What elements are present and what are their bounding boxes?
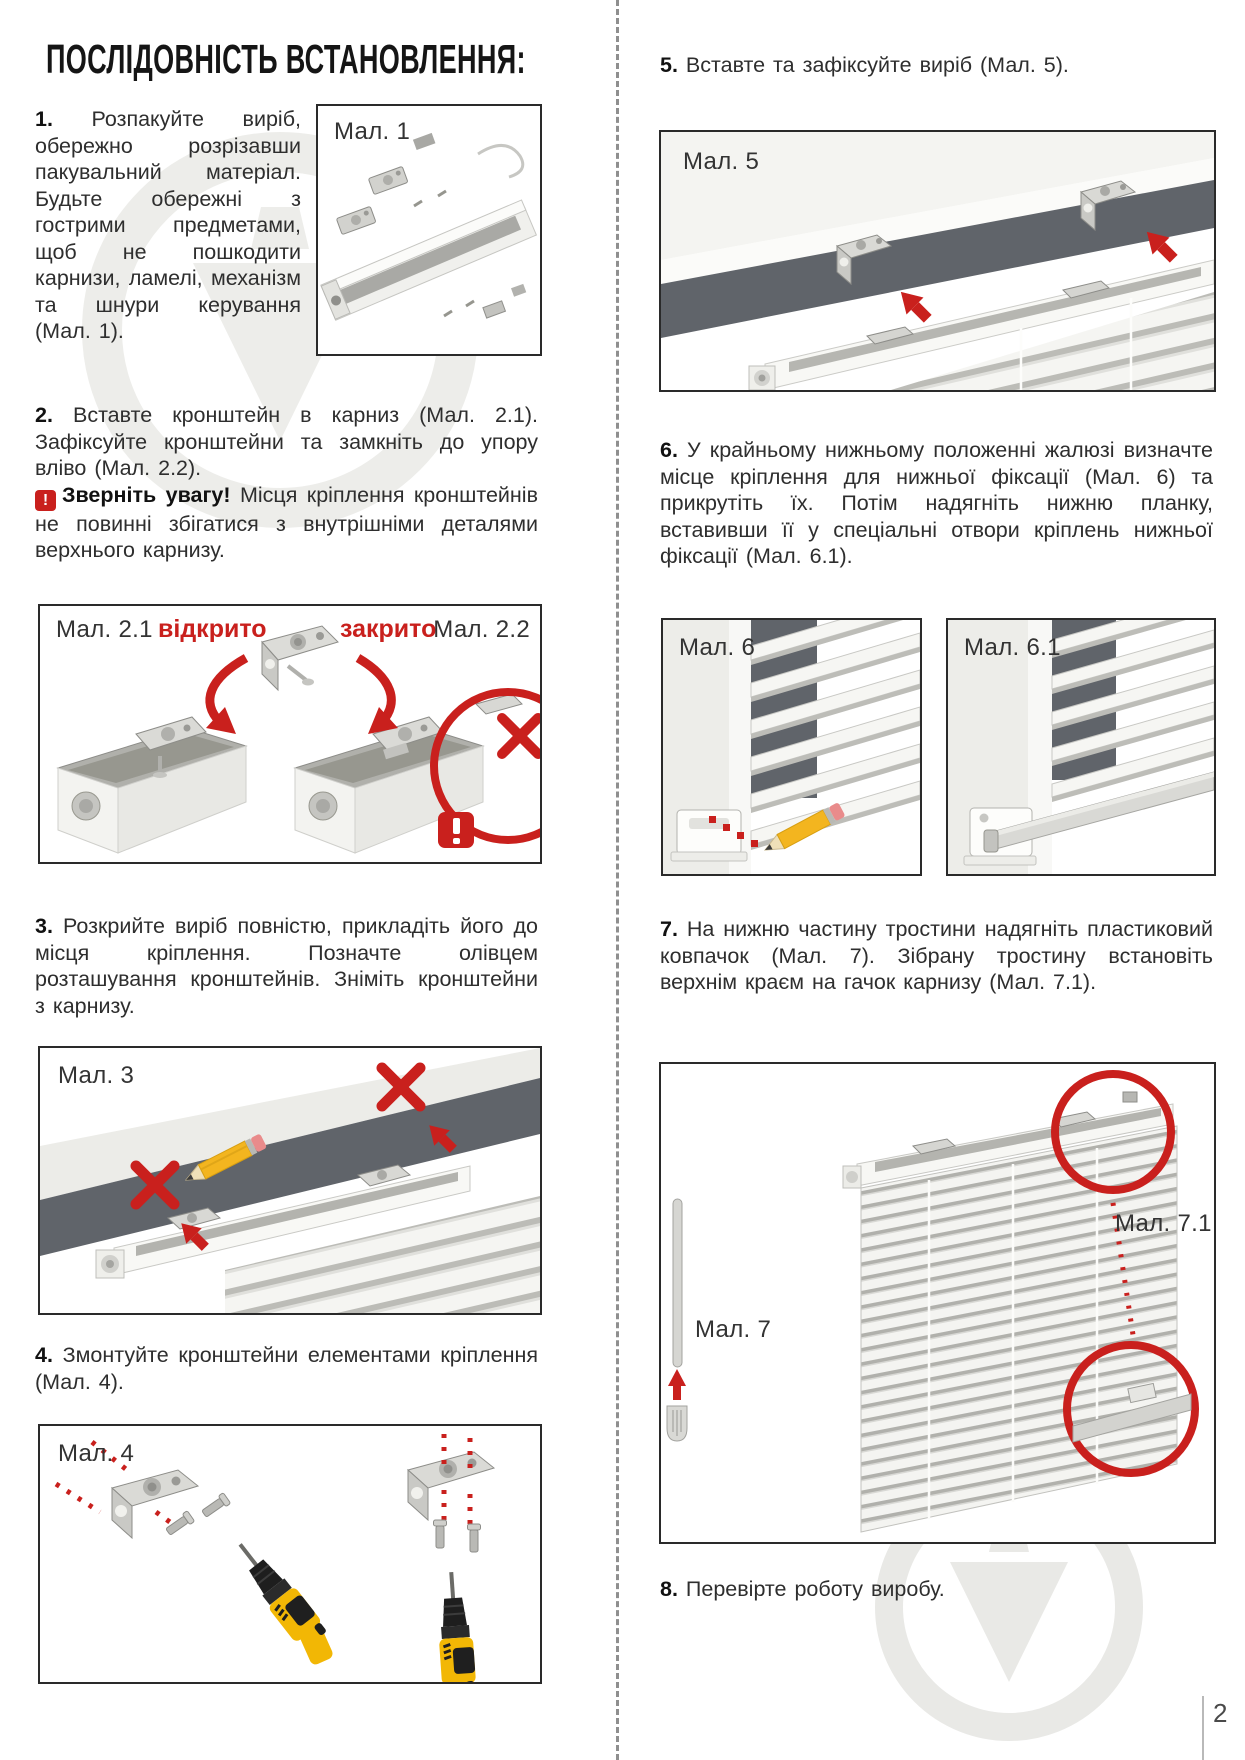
step-6: [660, 437, 1213, 570]
screw-icon: [200, 1493, 230, 1520]
cord-icon: [478, 145, 523, 177]
step-8-number: 8.: [660, 1577, 678, 1601]
page-number: 2: [1213, 1698, 1228, 1728]
figure-6-1-box: [946, 618, 1216, 876]
page-title: ПОСЛІДОВНІСТЬ ВСТАНОВЛЕННЯ:: [46, 36, 526, 82]
step-7-number: 7.: [660, 917, 678, 941]
figure-4-label: Мал. 4: [58, 1440, 135, 1467]
step-3: [35, 913, 538, 1019]
step-5-text: Вставте та зафіксуйте виріб (Мал. 5).: [685, 53, 1069, 77]
drill-icon: [226, 1534, 344, 1671]
figure-1-box: [316, 104, 542, 356]
wand-icon: [673, 1199, 682, 1367]
bracket-icon: [368, 166, 408, 194]
step-6-text: У крайньому нижньому положенні жалюзі визначте місце кріплення для нижньої фіксації (Мал. 6) та прикрутіть їх. Потім надягніть нижню планку, вставивши її у спеціальні отвори кріплень нижньої фіксації (Мал. 6.1).: [660, 438, 1213, 568]
step-2-number: 2.: [35, 403, 53, 427]
figure-6-1-label: Мал. 6.1: [964, 634, 1061, 661]
step-6-number: 6.: [660, 438, 678, 462]
warning-title: Зверніть увагу!: [62, 482, 231, 507]
part-icon: [413, 133, 436, 150]
figure-3-box: [38, 1046, 542, 1315]
step-5-number: 5.: [660, 53, 678, 77]
step-2: [35, 402, 538, 564]
exclamation-badge-icon: [438, 812, 474, 848]
bracket-icon: [262, 626, 338, 690]
hook-icon: [1123, 1092, 1137, 1102]
step-4-text: Змонтуйте кронштейни елементами кріплення (Мал. 4).: [35, 1343, 538, 1394]
figure-2-1-label: Мал. 2.1: [56, 616, 153, 643]
figure-7-box: [659, 1062, 1216, 1544]
step-4-number: 4.: [35, 1343, 53, 1367]
red-arrow-up-icon: [668, 1369, 686, 1400]
step-7-text: На нижню частину тростини надягніть пластиковий ковпачок (Мал. 7). Зібрану тростину встановіть верхнім краєм на гачок карнизу (Мал. 7.1).: [660, 917, 1213, 994]
bracket-mounting-drawing: [40, 606, 540, 862]
bracket-icon: [408, 1452, 494, 1520]
cornice-open-icon: [58, 717, 246, 853]
step-1-text: Розпакуйте виріб, обережно розрізавши пакувальний матеріал. Будьте обережні з гострими предметами, щоб не пошкодити карнизи, ламелі, механізм та шнури керування (Мал. 1).: [35, 107, 301, 343]
figure-3-label: Мал. 3: [58, 1062, 135, 1089]
step-1-number: 1.: [35, 107, 53, 131]
page-number-rule: [1202, 1696, 1204, 1760]
closed-caption: закрито: [340, 615, 437, 643]
drill-icon: [433, 1571, 478, 1682]
screw-icon: [434, 1520, 447, 1548]
figure-5-label: Мал. 5: [683, 148, 760, 175]
part-icon: [483, 301, 506, 318]
figure-7-label: Мал. 7: [695, 1316, 772, 1343]
figure-7-1-label: Мал. 7.1: [1115, 1210, 1212, 1237]
figure-2-2-label: Мал. 2.2: [433, 616, 530, 643]
screw-icon: [164, 1511, 194, 1538]
bracket-icon: [112, 1470, 198, 1538]
screw-icon: [468, 1524, 481, 1552]
red-arrow-icon: [358, 658, 391, 722]
step-2-text: Вставте кронштейн в карниз (Мал. 2.1). Зафіксуйте кронштейни та замкніть до упору вліво (Мал. 2.2).: [35, 403, 538, 480]
column-divider: [616, 0, 619, 1760]
open-caption: відкрито: [158, 615, 267, 643]
figure-4-box: [38, 1424, 542, 1684]
wand-and-hook-drawing: [661, 1064, 1214, 1542]
figure-2-box: [38, 604, 542, 864]
step-1: [35, 106, 301, 345]
part-icon: [511, 284, 526, 297]
step-8-text: Перевірте роботу виробу.: [685, 1577, 945, 1601]
warning-text: Місця кріплення кронштейнів не повинні збігатися з внутрішніми деталями верхнього карнизу.: [35, 482, 538, 562]
step-4: [35, 1342, 538, 1395]
step-3-text: Розкрийте виріб повністю, прикладіть його до місця кріплення. Позначте олівцем розташування кронштейнів. Зніміть кронштейни з карнизу.: [35, 914, 538, 1018]
step-5: [660, 52, 1214, 79]
step-7: [660, 916, 1213, 996]
x-mark-icon: [502, 718, 538, 754]
figure-6-box: [661, 618, 922, 876]
step-3-number: 3.: [35, 914, 53, 938]
figure-6-label: Мал. 6: [679, 634, 756, 661]
step-8: [660, 1576, 1213, 1603]
red-arrow-icon: [210, 658, 246, 722]
cap-icon: [667, 1406, 687, 1441]
figure-1-label: Мал. 1: [334, 118, 411, 145]
bracket-icon: [336, 206, 376, 234]
figure-5-box: [659, 130, 1216, 392]
warning-icon: !: [35, 490, 56, 511]
